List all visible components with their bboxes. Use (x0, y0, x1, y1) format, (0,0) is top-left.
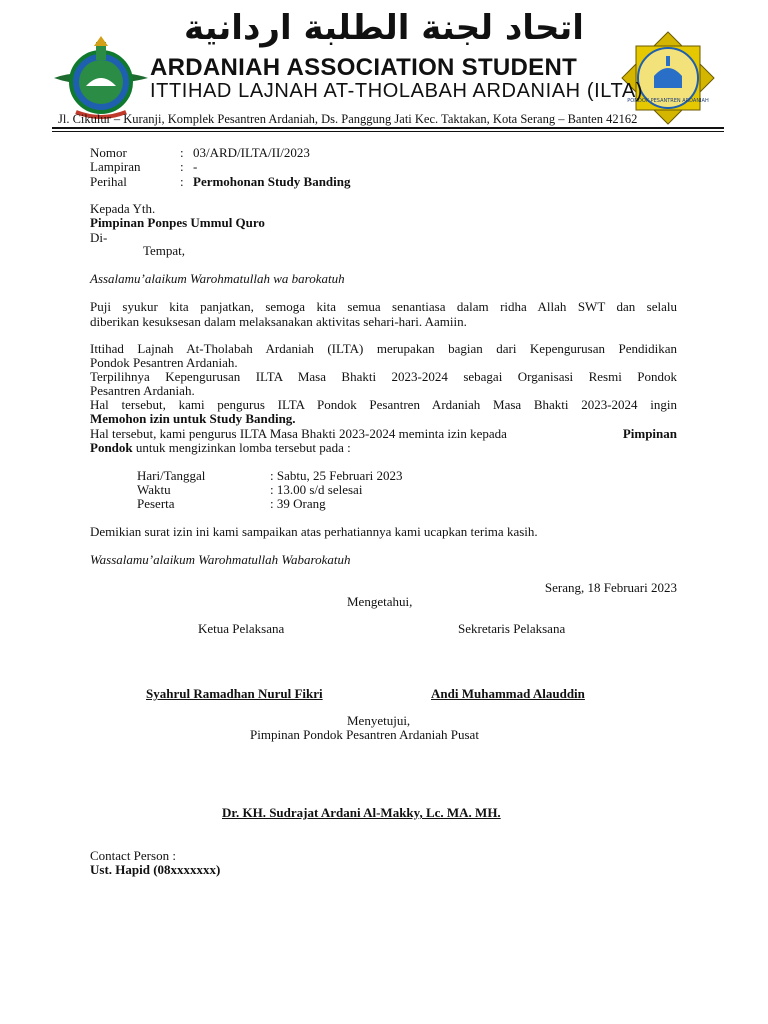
schedule-date-label: Hari/Tanggal (137, 468, 206, 483)
schedule-date-value: : Sabtu, 25 Februari 2023 (270, 468, 403, 483)
paragraph-2-line-5: Hal tersebut, kami pengurus ILTA Pondok Pesantren Ardaniah Masa Bhakti 2023-2024 ingin (90, 397, 677, 412)
pimpinan-title: Pimpinan Pondok Pesantren Ardaniah Pusat (250, 727, 479, 742)
nomor-value: 03/ARD/ILTA/II/2023 (193, 145, 310, 160)
sekretaris-title: Sekretaris Pelaksana (458, 621, 566, 636)
perihal-label: Perihal (90, 174, 127, 189)
opening-greeting: Assalamu’alaikum Warohmatullah wa barokatuh (90, 271, 345, 286)
paragraph-2-line-7-text: Hal tersebut, kami pengurus ILTA Masa Bhakti 2023-2024 meminta izin kepada (90, 426, 507, 441)
paragraph-2-line-8-text: untuk mengizinkan lomba tersebut pada : (135, 440, 351, 455)
paragraph-1-line-2: diberikan kesuksesan dalam melaksanakan aktivitas sehari-hari. Aamiin. (90, 314, 467, 329)
schedule-time-value: : 13.00 s/d selesai (270, 482, 363, 497)
lampiran-value: - (193, 159, 198, 174)
paragraph-2-line-4: Pesantren Ardaniah. (90, 383, 195, 398)
recipient-di: Di- (90, 230, 108, 245)
logo-right-text: PONDOK PESANTREN ARDANIAH (627, 98, 709, 104)
schedule-time-label: Waktu (137, 482, 171, 497)
schedule-participants-value: : 39 Orang (270, 496, 326, 511)
recipient-place: Tempat, (143, 243, 186, 258)
paragraph-2-line-3: Terpilihnya Kepengurusan ILTA Masa Bhakti 2023-2024 sebagai Organisasi Resmi Pondok (90, 369, 677, 384)
ilta-logo (46, 36, 156, 120)
paragraph-2-line-1: Ittihad Lajnah At-Tholabah Ardaniah (ILTA) merupakan bagian dari Kepengurusan Pendidikan (90, 341, 677, 356)
letterhead-divider-thin (52, 131, 724, 132)
paragraph-2-line-7-bold: Pimpinan (622, 426, 677, 441)
lampiran-label: Lampiran (90, 159, 141, 174)
menyetujui-label: Menyetujui, (347, 713, 411, 728)
paragraph-2-line-6: Memohon izin untuk Study Banding. (90, 411, 296, 426)
paragraph-2-line-8-bold: Pondok (90, 440, 133, 455)
organization-name: ITTIHAD LAJNAH AT-THOLABAH ARDANIAH (ILTA) (150, 80, 644, 102)
pimpinan-name: Dr. KH. Sudrajat Ardani Al-Makky, Lc. MA. MH. (222, 805, 501, 820)
contact-value: Ust. Hapid (08xxxxxxx) (90, 862, 221, 877)
letterhead-divider (52, 127, 724, 129)
paragraph-1-line-1: Puji syukur kita panjatkan, semoga kita semua senantiasa dalam ridha Allah SWT dan selalu (90, 299, 677, 314)
sekretaris-name: Andi Muhammad Alauddin (431, 686, 585, 701)
association-name: ARDANIAH ASSOCIATION STUDENT (150, 54, 578, 81)
place-date: Serang, 18 Februari 2023 (544, 580, 677, 595)
perihal-value: Permohonan Study Banding (193, 174, 351, 189)
arabic-title: اتحاد لجنة الطلبة اردانية (184, 8, 584, 48)
contact-label: Contact Person : (90, 848, 176, 863)
recipient-salutation: Kepada Yth. (90, 201, 156, 216)
mengetahui-label: Mengetahui, (347, 594, 413, 609)
paragraph-2-line-8 (90, 440, 351, 456)
ketua-title: Ketua Pelaksana (198, 621, 285, 636)
schedule-participants-label: Peserta (137, 496, 175, 511)
ketua-name: Syahrul Ramadhan Nurul Fikri (146, 686, 323, 701)
perihal-colon: : (180, 174, 184, 189)
closing-greeting: Wassalamu’alaikum Warohmatullah Wabarokatuh (90, 552, 351, 567)
closing-text: Demikian surat izin ini kami sampaikan atas perhatiannya kami ucapkan terima kasih. (90, 524, 538, 539)
lampiran-colon: : (180, 159, 184, 174)
paragraph-2-line-2: Pondok Pesantren Ardaniah. (90, 355, 238, 370)
letterhead-address: Jl. Cikulur – Kuranji, Komplek Pesantren Ardaniah, Ds. Panggung Jati Kec. Taktakan, Kota Serang – Banten 42162 (58, 112, 638, 126)
nomor-colon: : (180, 145, 184, 160)
recipient-name: Pimpinan Ponpes Ummul Quro (90, 215, 265, 230)
nomor-label: Nomor (90, 145, 127, 160)
